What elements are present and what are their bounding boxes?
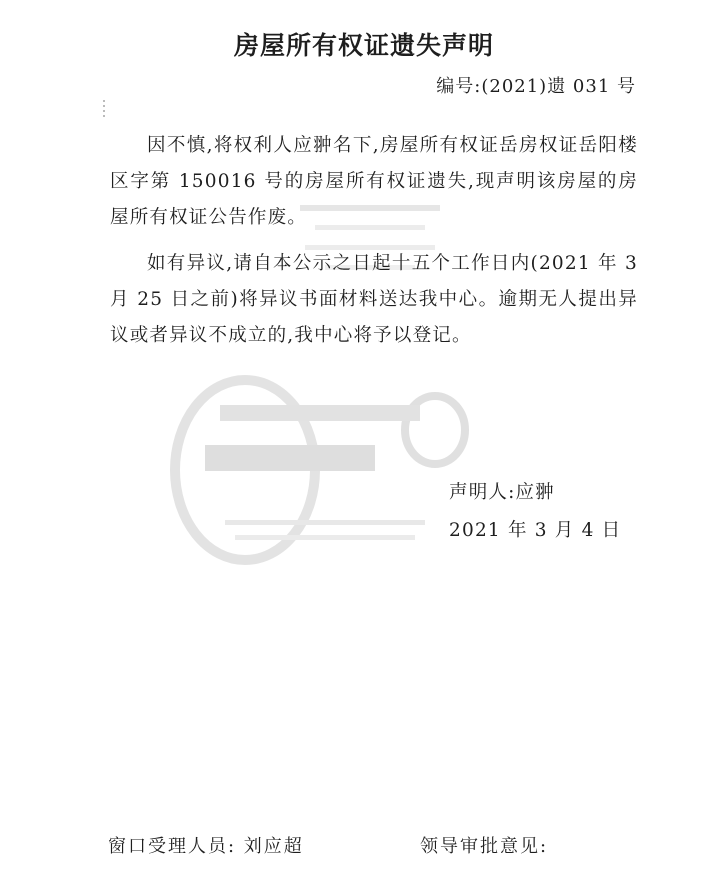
document-title: 房屋所有权证遗失声明 (233, 31, 494, 60)
declaration-date: 2021 年 3 月 4 日 (449, 520, 622, 541)
ghost-certificate-cover (165, 370, 475, 570)
document-number: 编号:(2021)遗 031 号 (436, 76, 636, 97)
document-body (110, 128, 638, 364)
body-paragraph: 因不慎,将权利人应翀名下,房屋所有权证岳房权证岳阳楼区字第 150016 号的房屋所有权证遗失,现声明该房屋的房屋所有权证公告作废。 (110, 135, 638, 228)
declarant-line: 声明人:应翀 (449, 482, 555, 503)
margin-mark (103, 100, 106, 118)
window-staff-field: 窗口受理人员: 刘应超 (108, 836, 304, 857)
body-paragraph: 如有异议,请自本公示之日起十五个工作日内(2021 年 3 月 25 日之前)将异议书面材料送达我中心。逾期无人提出异议或者异议不成立的,我中心将予以登记。 (110, 253, 638, 346)
leader-review-field: 领导审批意见: (420, 836, 549, 857)
